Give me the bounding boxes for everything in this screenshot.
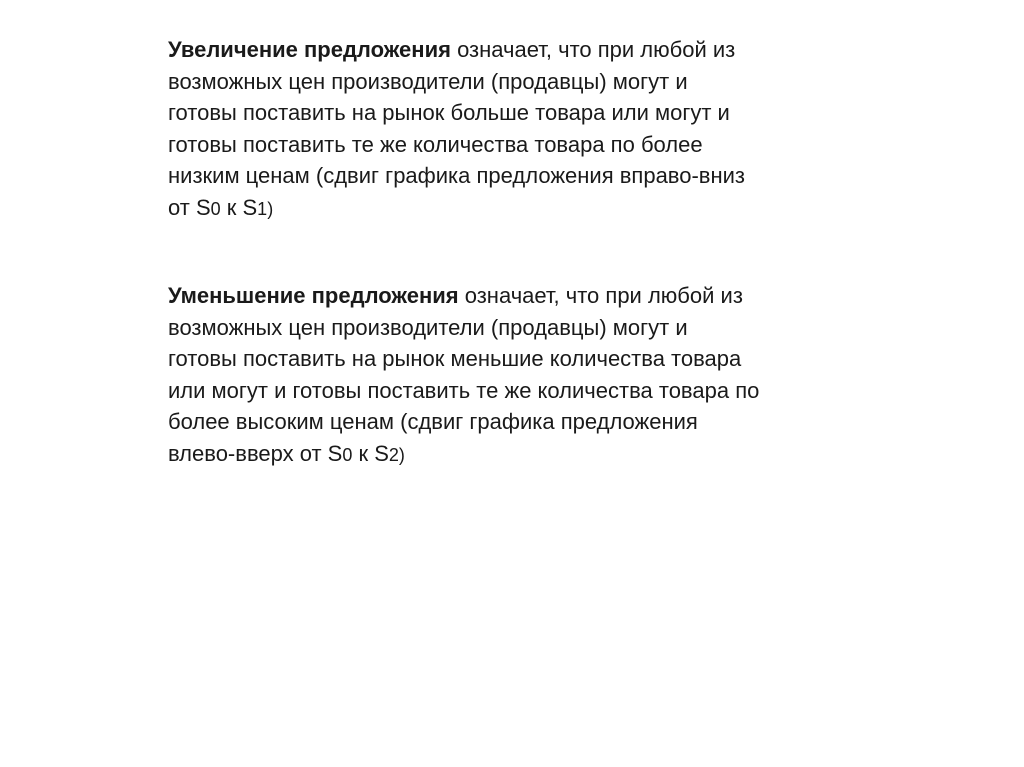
subscript-index: 0 [342, 444, 353, 465]
paragraph-text: к S [352, 440, 389, 466]
subscript-index: 0 [210, 198, 221, 219]
paragraph-line: возможных цен производители (продавцы) могут и [168, 68, 688, 94]
paragraph-text: влево-вверх от S [168, 440, 343, 466]
supply-increase-paragraph [168, 34, 808, 225]
paragraph-text: ) [267, 198, 274, 219]
paragraph-line: готовы поставить те же количества товара по более [168, 131, 703, 157]
paragraph-line [168, 280, 808, 312]
paragraph-text: ) [398, 444, 405, 465]
paragraph-text: означает, что при любой из [450, 37, 736, 62]
supply-decrease-paragraph [168, 280, 808, 471]
paragraph-line [168, 438, 808, 472]
paragraph-line: готовы поставить на рынок больше товара или могут и [168, 100, 730, 125]
supply-decrease-term: Уменьшение предложения [168, 283, 459, 308]
paragraph-line [168, 192, 808, 226]
paragraph-line: готовы поставить на рынок меньшие количества товара [168, 346, 742, 371]
paragraph-line: или могут и готовы поставить те же количества товара по [168, 377, 760, 403]
paragraph-text: к S [220, 194, 258, 220]
paragraph-line: более высоким ценам (сдвиг графика предложения [168, 409, 698, 434]
supply-increase-term: Увеличение предложения [168, 37, 451, 62]
paragraph-text: означает, что при любой из [458, 283, 743, 308]
paragraph-line: низким ценам (сдвиг графика предложения вправо-вниз [168, 163, 746, 188]
paragraph-text: от S [168, 194, 211, 220]
paragraph-line: возможных цен производители (продавцы) могут и [168, 314, 688, 340]
paragraph-line [168, 34, 808, 66]
subscript-index: 1 [257, 198, 268, 219]
subscript-index: 2 [388, 444, 399, 465]
